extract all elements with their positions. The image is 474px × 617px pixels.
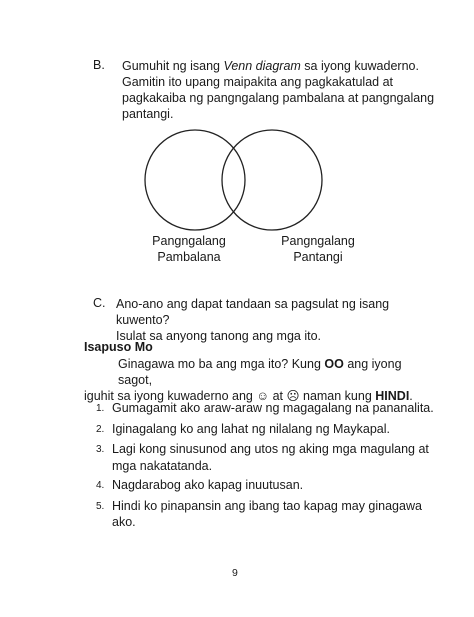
list-item-number: 4.: [96, 480, 105, 491]
hindi-emphasis: HINDI: [375, 389, 410, 403]
list-item-text: Lagi kong sinusunod ang utos ng aking mga magulang at mga nakatatanda.: [112, 442, 429, 473]
list-item: [96, 498, 436, 531]
list-item-number: 5.: [96, 500, 105, 512]
list-item: [96, 477, 436, 495]
section-b-line-1-start: Gumuhit ng isang: [122, 59, 224, 73]
list-item-number: 3.: [96, 444, 105, 455]
section-c-line-1: Ano-ano ang dapat tandaan sa pagsulat ng isang kuwento?: [116, 297, 390, 327]
list-item: [96, 400, 436, 418]
venn-right-circle: [222, 130, 322, 230]
venn-left-label-line-2: Pambalana: [157, 250, 221, 264]
isapuso-line-2-middle: naman kung: [299, 389, 376, 403]
venn-right-label-line-1: Pangngalang: [281, 234, 355, 248]
behavior-list: [96, 400, 436, 534]
page-number: 9: [232, 567, 238, 579]
isapuso-line-2-start: iguhit sa iyong kuwaderno ang: [84, 389, 257, 403]
list-item-text: Nagdarabog ako kapag inuutusan.: [112, 478, 304, 492]
venn-left-label: [134, 233, 244, 265]
isapuso-line-1-end: ang iyong sagot,: [118, 357, 402, 387]
section-b-letter: B.: [93, 58, 105, 72]
venn-right-label: [263, 233, 373, 265]
list-item: [96, 441, 436, 474]
isapuso-instructions: [84, 356, 424, 404]
section-b-line-4: pantangi.: [122, 107, 174, 121]
list-item-number: 1.: [96, 403, 105, 414]
oo-emphasis: OO: [324, 357, 344, 371]
list-item-text: Iginagalang ko ang lahat ng nilalang ng Maykapal.: [112, 421, 390, 436]
section-c-line-2: Isulat sa anyong tanong ang mga ito.: [116, 329, 322, 343]
venn-right-label-line-2: Pantangi: [293, 250, 343, 264]
venn-diagram: [140, 125, 340, 235]
venn-left-label-line-1: Pangngalang: [152, 234, 226, 248]
list-item-number: 2.: [96, 423, 105, 435]
frowning-face-icon: ☹: [286, 389, 300, 403]
list-item-text: Hindi ko pinapansin ang ibang tao kapag may ginagawa ako.: [112, 498, 422, 529]
section-b-line-3: pagkakaiba ng pangngalang pambalana at pangngalang: [122, 91, 435, 105]
isapuso-line-2-period: .: [409, 389, 413, 403]
section-c-letter: C.: [93, 296, 106, 310]
section-b-instructions: [122, 58, 442, 122]
section-b-line-1: [122, 58, 442, 74]
list-item: [96, 421, 436, 439]
section-b-line-1-end: sa iyong kuwaderno.: [300, 59, 419, 73]
venn-diagram-term: Venn diagram: [223, 59, 301, 73]
isapuso-heading: Isapuso Mo: [84, 340, 153, 354]
list-item-text: Gumagamit ako araw-araw ng magagalang na pananalita.: [112, 401, 434, 415]
section-b-line-2: Gamitin ito upang maipakita ang pagkakatulad at: [122, 75, 394, 89]
section-c-instructions: [116, 296, 446, 344]
isapuso-line-1: [84, 356, 424, 388]
smiley-face-icon: ☺: [256, 389, 270, 403]
venn-left-circle: [145, 130, 245, 230]
isapuso-line-1-start: Ginagawa mo ba ang mga ito? Kung: [118, 357, 325, 371]
isapuso-line-2-and: at: [269, 389, 287, 403]
